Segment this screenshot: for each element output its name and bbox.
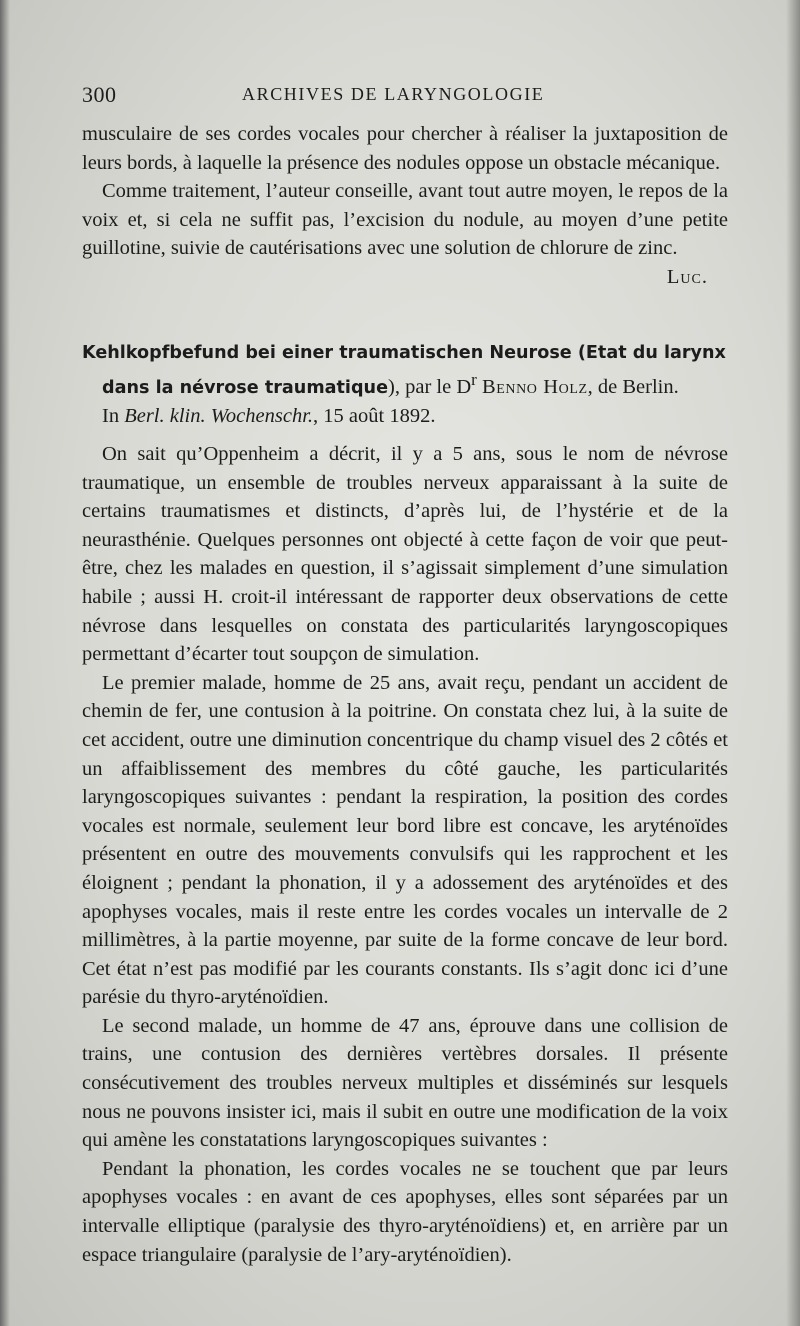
paragraph-first-patient: Le premier malade, homme de 25 ans, avait reçu, pendant un accident de chemin de fer, une contusion à la poitrine. On constata chez lui, à la suite de cet accident, outre une diminution concentrique du champ visuel des 2 côtés et un affaiblissement des membres du côté gauche, les particularités laryngoscopiques suivantes : pendant la respiration, la position des cordes vocales est normale, seulement leur bord libre est concave, les aryténoïdes présentent en outre des mouvements convulsifs qui les rapprochent et les éloignent ; pendant la phonation, il y a adossement des aryténoïdes et des apophyses vocales, mais il reste entre les cordes vocales un intervalle de 2 millimètres, à la partie moyenne, par suite de la forme concave de leur bord. Cet état n’est pas modifié par les courants constants. Ils s’agit donc ici d’une parésie du thyro-aryténoïdien. bbox=[82, 671, 728, 1009]
paragraph-treatment bbox=[82, 177, 728, 288]
intro-text bbox=[82, 120, 728, 292]
author-city: , de Berlin. bbox=[587, 375, 679, 398]
source-prefix: In bbox=[102, 404, 125, 427]
paragraph-continued: musculaire de ses cordes vocales pour chercher à réaliser la juxtaposition de leurs bords, à laquelle la présence des nodules oppose un obstacle mécanique. bbox=[82, 123, 728, 174]
source-date: , 15 août 1892. bbox=[313, 404, 436, 427]
paragraph-treatment-text: Comme traitement, l’auteur conseille, avant tout autre moyen, le repos de la voix et, si cela ne suffit pas, l’excision du nodule, au moyen d’une petite guillotine, suivie de cautérisations avec une solution de chlorure de zinc. bbox=[82, 180, 728, 260]
paragraph-phonation: Pendant la phonation, les cordes vocales ne se touchent que par leurs apophyses vocales : en avant de ces apophyses, elles sont séparées par un intervalle elliptique (paralysie des thyro-aryténoïdiens) et, en arrière par un espace triangulaire (paralysie de l’ary-aryténoïdien). bbox=[82, 1157, 728, 1266]
paragraph-second-patient: Le second malade, un homme de 47 ans, éprouve dans une collision de trains, une contusion des dernières vertèbres dorsales. Il présente consécutivement des troubles nerveux multiples et disséminés sur lesquels nous ne pouvons insister ici, mais il subit en outre une modification de la voix qui amène les constatations laryngoscopiques suivantes : bbox=[82, 1014, 728, 1152]
paragraph-oppenheim: On sait qu’Oppenheim a décrit, il y a 5 ans, sous le nom de névrose traumatique, un ensemble de troubles nerveux apparaissant à la suite de certains traumatismes et distincts, d’après lui, de l’hystérie et de la neurasthénie. Quelques personnes ont objecté à cette façon de voir que peut-être, chez les malades en question, il s’agissait simplement d’une simulation habile ; aussi H. croit-il intéressant de rapporter deux observations de cette névrose dans lesquelles on constata des particularités laryngoscopiques permettant d’écarter tout soupçon de simulation. bbox=[82, 443, 728, 666]
article-body bbox=[82, 440, 728, 1269]
article-title-line-1: Kehlkopfbefund bei einer traumatischen Neurose (Etat du larynx bbox=[82, 343, 726, 363]
article-title-bold: dans la névrose traumatique bbox=[102, 377, 389, 398]
article-title-rest: ), par le D bbox=[388, 375, 472, 398]
reviewer-signature: Luc. bbox=[666, 265, 708, 288]
article-source bbox=[82, 402, 728, 430]
running-head bbox=[82, 82, 722, 110]
doctor-superscript: r bbox=[471, 370, 477, 389]
journal-title: ARCHIVES DE LARYNGOLOGIE bbox=[242, 84, 545, 104]
source-journal: Berl. klin. Wochenschr. bbox=[124, 404, 314, 427]
article-title-line-2 bbox=[82, 366, 728, 402]
author-name: Benno Holz bbox=[481, 375, 588, 398]
article-heading bbox=[82, 340, 728, 430]
page-number: 300 bbox=[82, 82, 117, 107]
